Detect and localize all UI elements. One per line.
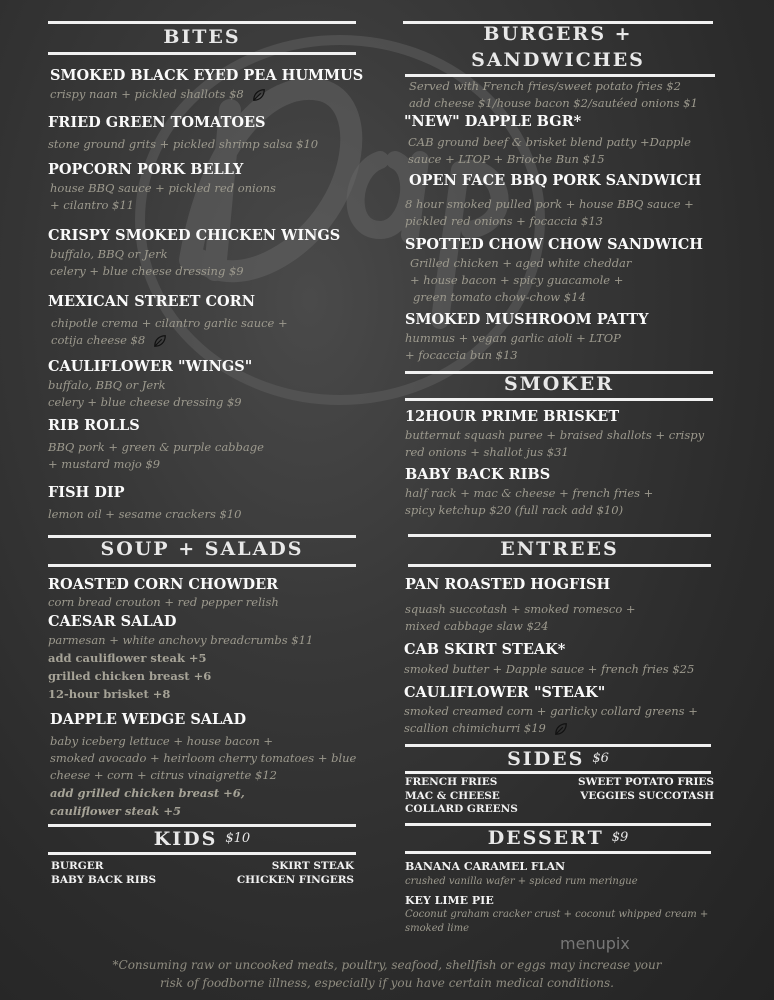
- menu-item: [404, 640, 694, 678]
- menu-item: [48, 292, 288, 349]
- divider: [405, 851, 711, 854]
- item-description: smoked butter + Dapple sauce + french fries $25: [404, 662, 695, 676]
- item-description: sauce + LTOP + Brioche Bun $15: [408, 152, 605, 166]
- item-name: CAESAR SALAD: [48, 613, 177, 630]
- vegetarian-leaf-icon: [252, 88, 266, 102]
- item-name: CAULIFLOWER "WINGS": [48, 358, 253, 375]
- divider: [48, 52, 356, 55]
- item-description: smoked creamed corn + garlicky collard greens +: [404, 704, 698, 718]
- item-description: smoked avocado + heirloom cherry tomatoes + blue: [50, 751, 357, 765]
- item-description: 8 hour smoked pulled pork + house BBQ sauce +: [405, 197, 694, 211]
- section-title-entrees: ENTREES: [500, 538, 619, 560]
- section-title-dessert: DESSERT $^{\$9}$: [487, 827, 629, 849]
- menu-item: [405, 235, 703, 306]
- menu-item: [405, 407, 704, 461]
- kids-item: SKIRT STEAK: [271, 860, 354, 872]
- disclaimer-line: risk of foodborne illness, especially if you have certain medical conditions.: [160, 976, 614, 990]
- item-description: cotija cheese $8: [48, 332, 288, 349]
- item-description: buffalo, BBQ or Jerk: [48, 378, 166, 392]
- item-description: red onions + shallot jus $31: [405, 445, 569, 459]
- item-name: RIB ROLLS: [48, 417, 140, 434]
- disclaimer-line: *Consuming raw or uncooked meats, poultry, seafood, shellfish or eggs may increase your: [112, 958, 662, 972]
- item-description: + focaccia bun $13: [405, 348, 518, 362]
- item-description: scallion chimichurri $19: [404, 720, 698, 737]
- add-on: 12-hour brisket +8: [48, 687, 171, 701]
- menu-item: [48, 357, 252, 411]
- item-description: celery + blue cheese dressing $9: [50, 264, 244, 278]
- side-item: COLLARD GREENS: [405, 803, 518, 815]
- menupix-watermark: menupix: [560, 934, 630, 953]
- menu-item: [48, 483, 241, 523]
- item-name: FISH DIP: [48, 484, 125, 501]
- item-name: SPOTTED CHOW CHOW SANDWICH: [405, 236, 704, 253]
- item-description: crushed vanilla wafer + spiced rum meringue: [405, 876, 638, 887]
- item-description: Grilled chicken + aged white cheddar: [410, 256, 632, 270]
- menu-item: [48, 575, 279, 609]
- divider: [408, 564, 711, 567]
- sides-left-list: [405, 776, 518, 817]
- menu-item: [405, 575, 636, 635]
- kids-price: $10: [225, 831, 251, 846]
- side-item: SWEET POTATO FRIES: [578, 776, 714, 788]
- menu-item: [405, 310, 648, 364]
- side-item: MAC & CHEESE: [405, 789, 500, 802]
- kids-item: CHICKEN FINGERS: [236, 873, 354, 886]
- item-name: DAPPLE WEDGE SALAD: [50, 711, 247, 728]
- vegetarian-leaf-icon: [153, 334, 167, 348]
- item-name: FRIED GREEN TOMATOES: [48, 114, 266, 131]
- divider: [48, 564, 356, 567]
- menu-item: [405, 171, 702, 230]
- add-on: add cauliflower steak +5: [48, 651, 207, 665]
- section-title-soup-salads: SOUP + SALADS: [100, 538, 304, 560]
- menu-item: [50, 710, 356, 820]
- note-line: add cheese $1/house bacon $2/sautéed onions $1: [409, 96, 698, 110]
- item-description: celery + blue cheese dressing $9: [48, 395, 242, 409]
- item-name: BABY BACK RIBS: [405, 466, 551, 483]
- item-name: CAB SKIRT STEAK*: [404, 641, 566, 658]
- item-description: chipotle crema + cilantro garlic sauce +: [51, 316, 288, 330]
- kids-left-list: [51, 860, 156, 887]
- kids-item: BABY BACK RIBS: [51, 873, 157, 886]
- item-description: half rack + mac & cheese + french fries +: [405, 486, 654, 500]
- item-description: baby iceberg lettuce + house bacon +: [50, 734, 274, 748]
- sides-price: $6: [592, 751, 609, 766]
- menu-item: [404, 683, 698, 737]
- item-name: BANANA CARAMEL FLAN: [405, 860, 566, 873]
- item-name: MEXICAN STREET CORN: [48, 293, 255, 310]
- burgers-note: [409, 78, 698, 112]
- add-on: cauliflower steak +5: [50, 804, 182, 818]
- item-description: parmesan + white anchovy breadcrumbs $11: [48, 633, 314, 647]
- item-name: OPEN FACE BBQ PORK SANDWICH: [409, 172, 702, 189]
- item-name: CAULIFLOWER "STEAK": [404, 684, 606, 701]
- divider: [405, 74, 715, 77]
- divider: [405, 398, 713, 401]
- item-description: CAB ground beef & brisket blend patty +Dapple: [408, 135, 691, 149]
- sides-right-list: [578, 776, 714, 803]
- note-line: Served with French fries/sweet potato fries $2: [409, 79, 681, 93]
- item-description: corn bread crouton + red pepper relish: [48, 595, 279, 609]
- health-disclaimer: [0, 956, 774, 992]
- menu-item: [48, 416, 264, 473]
- item-description: hummus + vegan garlic aioli + LTOP: [405, 331, 621, 345]
- item-name: 12HOUR PRIME BRISKET: [405, 408, 620, 425]
- add-on: grilled chicken breast +6: [48, 669, 212, 683]
- item-name: CRISPY SMOKED CHICKEN WINGS: [48, 227, 341, 244]
- menu-item: [48, 612, 313, 703]
- item-name: PAN ROASTED HOGFISH: [405, 576, 611, 593]
- item-description: + mustard mojo $9: [48, 457, 161, 471]
- item-description: + house bacon + spicy guacamole +: [410, 273, 624, 287]
- side-item: FRENCH FRIES: [405, 776, 498, 788]
- item-name: "NEW" DAPPLE BGR*: [404, 113, 582, 130]
- side-item: VEGGIES SUCCOTASH: [580, 789, 714, 802]
- menu-item: [48, 113, 318, 153]
- menu-item: [48, 160, 276, 214]
- item-description: mixed cabbage slaw $24: [405, 619, 549, 633]
- kids-right-list: [237, 860, 354, 887]
- item-description: + cilantro $11: [50, 198, 134, 212]
- item-name: SMOKED MUSHROOM PATTY: [405, 311, 649, 328]
- menu-item: [405, 859, 638, 889]
- item-name: POPCORN PORK BELLY: [48, 161, 244, 178]
- menu-item: [404, 112, 691, 168]
- item-description: squash succotash + smoked romesco +: [405, 602, 636, 616]
- item-description: stone ground grits + pickled shrimp salsa $10: [48, 137, 319, 151]
- item-description: BBQ pork + green & purple cabbage: [48, 440, 264, 454]
- item-description: smoked lime: [405, 923, 469, 934]
- item-description: green tomato chow-chow $14: [413, 290, 586, 304]
- divider: [48, 852, 356, 855]
- menu-item: [48, 226, 340, 280]
- menu-item: [405, 465, 653, 519]
- dessert-price: $9: [611, 830, 629, 845]
- item-description: house BBQ sauce + pickled red onions: [50, 181, 276, 195]
- menu-item: [50, 66, 363, 103]
- vegetarian-leaf-icon: [554, 722, 568, 736]
- section-title-burgers: BURGERS + SANDWICHES: [471, 23, 645, 71]
- add-on: add grilled chicken breast +6,: [50, 786, 245, 800]
- divider: [405, 771, 711, 774]
- item-name: KEY LIME PIE: [405, 894, 494, 907]
- item-description: pickled red onions + focaccia $13: [405, 214, 603, 228]
- item-description: lemon oil + sesame crackers $10: [48, 507, 242, 521]
- item-description: spicy ketchup $20 (full rack add $10): [405, 503, 624, 517]
- section-title-sides: SIDES $^{\$6}$: [507, 748, 609, 770]
- menu-item: [405, 893, 708, 936]
- section-title-kids: KIDS $^{\$10}$: [153, 828, 251, 850]
- item-name: ROASTED CORN CHOWDER: [48, 576, 279, 593]
- section-title-smoker: SMOKER: [503, 373, 615, 395]
- item-name: SMOKED BLACK EYED PEA HUMMUS: [50, 67, 364, 84]
- item-description: crispy naan + pickled shallots $8: [50, 86, 363, 103]
- item-description: Coconut graham cracker crust + coconut whipped cream +: [405, 909, 709, 920]
- item-description: butternut squash puree + braised shallots + crispy: [405, 428, 705, 442]
- kids-item: BURGER: [51, 860, 104, 872]
- section-title-bites: BITES: [163, 26, 241, 48]
- item-description: cheese + corn + citrus vinaigrette $12: [50, 768, 277, 782]
- item-description: buffalo, BBQ or Jerk: [50, 247, 168, 261]
